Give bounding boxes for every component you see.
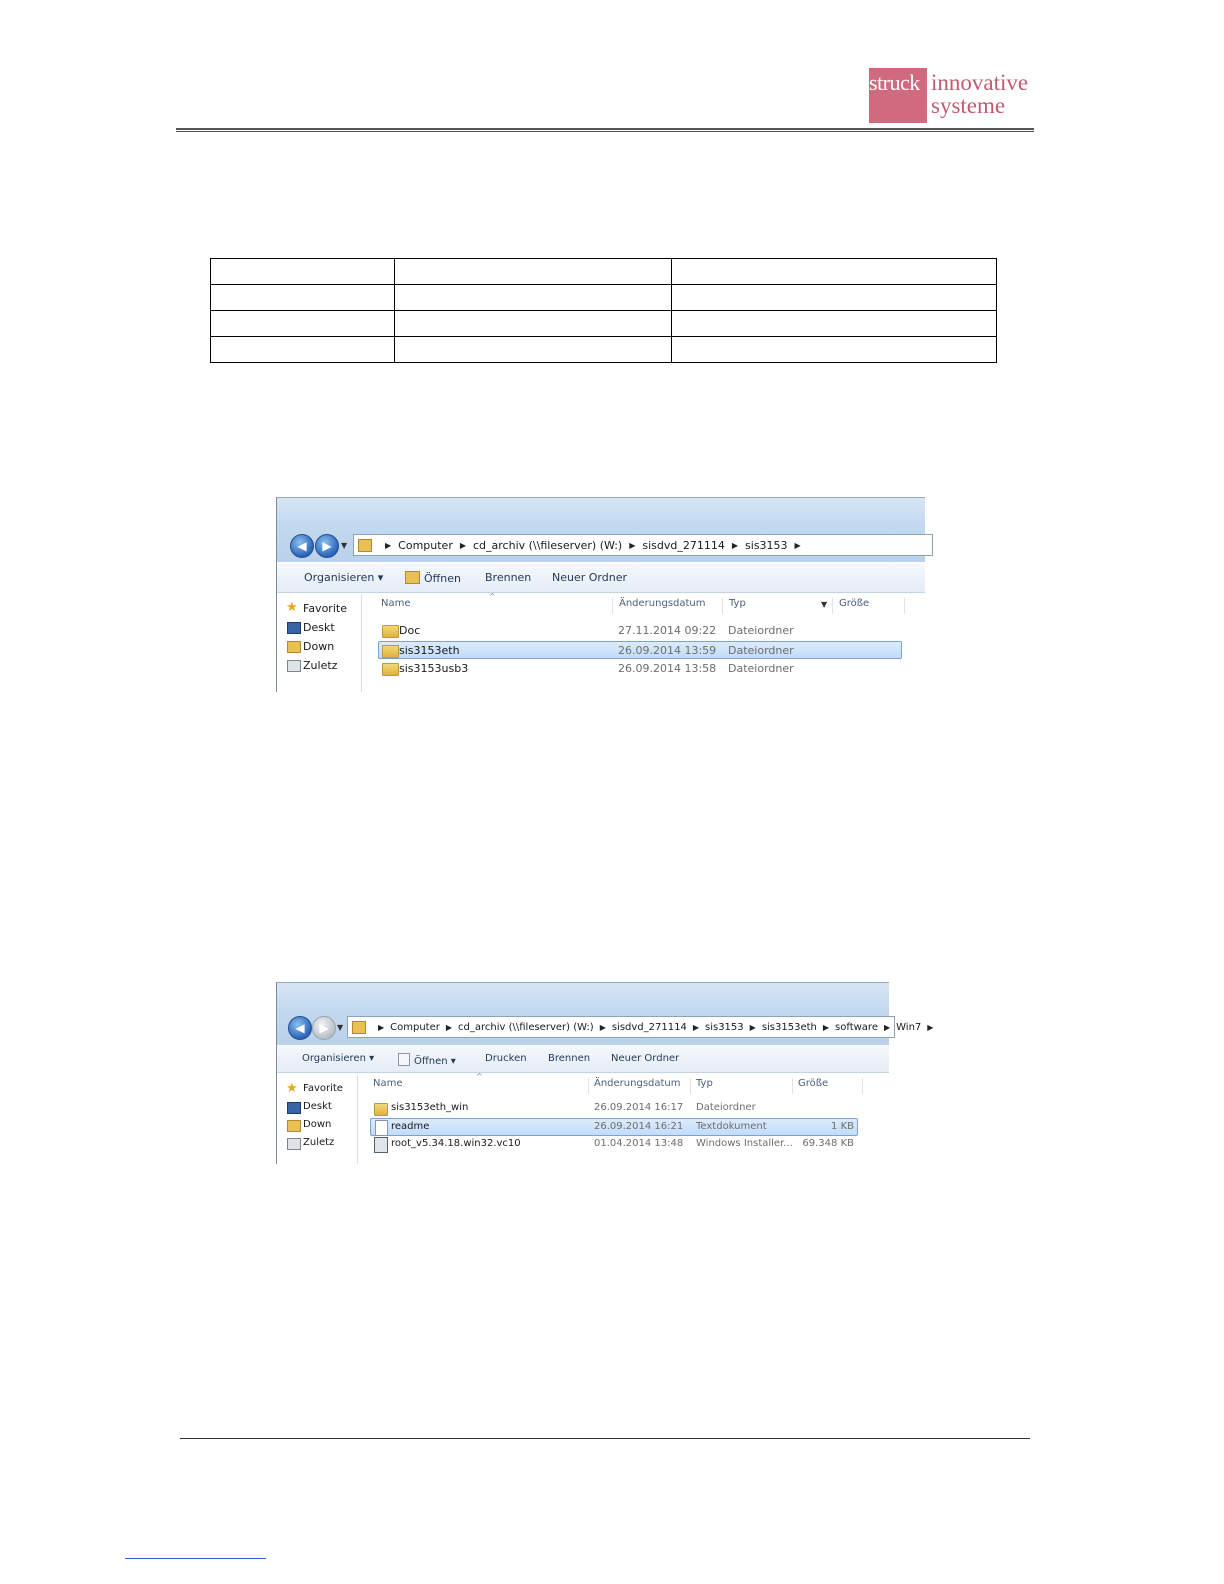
recent-pages-dropdown-icon[interactable]: ▼ — [341, 541, 348, 550]
chevron-right-icon[interactable]: ▶ — [927, 1022, 934, 1032]
command-bar — [277, 1046, 889, 1073]
new-folder-button[interactable]: Neuer Ordner — [552, 571, 627, 584]
text-file-icon — [375, 1120, 388, 1136]
explorer-window-1 — [276, 497, 925, 692]
recent-places-icon — [287, 660, 301, 672]
organize-button[interactable]: Organisieren ▾ — [302, 1053, 375, 1064]
star-icon: ★ — [286, 600, 298, 615]
footer-link-underline[interactable] — [125, 1558, 266, 1559]
chevron-right-icon[interactable]: ▶ — [822, 1022, 830, 1032]
file-row[interactable] — [370, 1100, 858, 1118]
file-type: Dateiordner — [696, 1102, 756, 1113]
nav-downloads-label: Down — [303, 1119, 332, 1130]
column-divider[interactable] — [862, 1078, 863, 1094]
file-date: 27.11.2014 09:22 — [618, 624, 717, 637]
column-header — [359, 1072, 889, 1094]
star-icon: ★ — [286, 1081, 298, 1096]
navigation-pane — [277, 594, 362, 692]
nav-desktop[interactable] — [303, 1101, 332, 1112]
filter-dropdown-icon[interactable]: ▼ — [821, 600, 828, 609]
column-header — [363, 592, 925, 614]
chevron-right-icon[interactable]: ▶ — [749, 1022, 756, 1032]
file-date: 26.09.2014 16:17 — [594, 1102, 684, 1113]
chevron-right-icon[interactable]: ▶ — [459, 540, 466, 550]
chevron-right-icon[interactable]: ▶ — [385, 540, 392, 550]
folder-icon — [382, 663, 399, 676]
command-bar — [277, 564, 925, 593]
file-name: readme — [391, 1121, 430, 1132]
breadcrumb-item[interactable]: sisdvd_271114 — [611, 1021, 687, 1033]
nav-favorites-label: Favorite — [303, 602, 347, 615]
nav-recent-label: Zuletz — [303, 1137, 335, 1148]
print-button[interactable]: Drucken — [485, 1053, 527, 1064]
table-row — [211, 285, 997, 311]
forward-button[interactable]: ▶ — [312, 1016, 336, 1040]
chevron-right-icon[interactable]: ▶ — [445, 1022, 453, 1032]
open-folder-icon — [405, 571, 420, 584]
file-date: 26.09.2014 16:21 — [594, 1121, 684, 1132]
desktop-icon — [287, 1102, 301, 1114]
column-divider[interactable] — [792, 1078, 793, 1094]
file-date: 01.04.2014 13:48 — [594, 1138, 684, 1149]
chevron-right-icon[interactable]: ▶ — [599, 1022, 606, 1032]
file-row-selected[interactable] — [378, 641, 902, 659]
file-type: Dateiordner — [728, 662, 794, 675]
file-type: Windows Installer... — [696, 1138, 793, 1149]
column-type[interactable]: Typ — [696, 1078, 713, 1089]
breadcrumb-item[interactable]: sis3153eth — [761, 1021, 817, 1033]
footer-rule — [180, 1438, 1030, 1439]
column-type[interactable]: Typ — [729, 598, 746, 609]
column-divider[interactable] — [588, 1078, 589, 1094]
open-button-label: Öffnen — [424, 572, 461, 585]
folder-icon — [382, 645, 399, 658]
sort-up-icon: ^ — [476, 1072, 483, 1081]
file-row[interactable] — [378, 660, 902, 678]
table-row — [211, 311, 997, 337]
logo-text-struck: struck — [869, 70, 920, 95]
file-type: Dateiordner — [728, 624, 794, 637]
nav-desktop-label: Deskt — [303, 621, 335, 634]
chevron-right-icon[interactable]: ▶ — [731, 540, 739, 550]
nav-favorites-label: Favorite — [303, 1083, 343, 1094]
installer-icon — [374, 1137, 388, 1153]
column-divider[interactable] — [832, 598, 833, 614]
breadcrumb-item[interactable]: cd_archiv (\\fileserver) (W:) — [458, 1021, 594, 1033]
open-button-label: Öffnen ▾ — [414, 1056, 456, 1067]
downloads-icon — [287, 1120, 301, 1132]
breadcrumb-item[interactable]: Computer — [398, 538, 453, 552]
folder-icon — [358, 539, 372, 552]
nav-favorites[interactable] — [286, 1081, 343, 1096]
chevron-right-icon[interactable]: ▶ — [794, 540, 801, 550]
table-row — [211, 259, 997, 285]
open-button[interactable] — [405, 571, 461, 585]
folder-icon — [382, 625, 399, 638]
nav-recent[interactable] — [303, 1137, 334, 1148]
column-name[interactable]: Name — [381, 598, 411, 609]
breadcrumb-item[interactable]: cd_archiv (\\fileserver) (W:) — [473, 538, 623, 552]
downloads-icon — [287, 641, 301, 653]
file-name: Doc — [399, 624, 421, 637]
nav-recent[interactable] — [303, 659, 337, 672]
column-divider[interactable] — [722, 598, 723, 614]
chevron-right-icon[interactable]: ▶ — [692, 1022, 699, 1032]
sort-up-icon: ^ — [489, 592, 496, 601]
navigation-pane — [277, 1075, 358, 1164]
column-date[interactable]: Änderungsdatum — [619, 598, 706, 609]
nav-desktop[interactable] — [303, 621, 335, 634]
header-rule — [176, 128, 1034, 132]
chevron-right-icon[interactable]: ▶ — [629, 540, 636, 550]
breadcrumb-item[interactable]: Win7 — [896, 1021, 922, 1033]
file-row[interactable] — [370, 1136, 858, 1154]
recent-pages-dropdown-icon[interactable]: ▼ — [337, 1023, 344, 1032]
column-divider[interactable] — [904, 598, 905, 614]
desktop-icon — [287, 622, 301, 634]
file-row[interactable] — [378, 622, 902, 640]
column-divider[interactable] — [612, 598, 613, 614]
file-size: 1 KB — [831, 1121, 854, 1132]
file-name: sis3153eth — [399, 644, 460, 657]
file-date: 26.09.2014 13:59 — [618, 644, 717, 657]
folder-icon — [352, 1021, 366, 1034]
file-name: root_v5.34.18.win32.vc10 — [391, 1138, 521, 1149]
table-row — [211, 337, 997, 363]
file-name: sis3153usb3 — [399, 662, 469, 675]
back-button[interactable]: ◀ — [288, 1016, 312, 1040]
back-button[interactable]: ◀ — [290, 534, 314, 558]
breadcrumb-item[interactable]: sisdvd_271114 — [642, 538, 725, 552]
file-type: Textdokument — [696, 1121, 767, 1132]
column-size[interactable]: Größe — [798, 1078, 829, 1089]
address-bar[interactable] — [353, 534, 933, 556]
burn-button[interactable]: Brennen — [485, 571, 532, 584]
open-document-icon — [398, 1053, 410, 1066]
empty-table — [210, 258, 997, 363]
nav-recent-label: Zuletz — [303, 659, 338, 672]
burn-button[interactable]: Brennen — [548, 1053, 591, 1064]
file-date: 26.09.2014 13:58 — [618, 662, 717, 675]
address-bar[interactable] — [347, 1016, 934, 1038]
recent-places-icon — [287, 1138, 301, 1150]
column-date[interactable]: Änderungsdatum — [594, 1078, 681, 1089]
open-button[interactable] — [398, 1053, 456, 1067]
folder-icon — [374, 1103, 388, 1116]
breadcrumb-item[interactable]: sis3153 — [745, 538, 788, 552]
breadcrumb-item[interactable]: sis3153 — [705, 1021, 744, 1033]
new-folder-button[interactable]: Neuer Ordner — [611, 1053, 680, 1064]
file-name: sis3153eth_win — [391, 1102, 469, 1113]
nav-downloads-label: Down — [303, 640, 335, 653]
column-size[interactable]: Größe — [839, 598, 870, 609]
file-row-selected[interactable] — [370, 1118, 858, 1136]
nav-downloads[interactable] — [303, 640, 334, 653]
nav-favorites[interactable] — [286, 600, 347, 615]
chevron-right-icon[interactable]: ▶ — [378, 1022, 385, 1032]
chevron-right-icon[interactable]: ▶ — [883, 1022, 891, 1032]
logo-text-innovative: innovative — [931, 70, 1029, 95]
organize-button[interactable]: Organisieren ▾ — [304, 571, 384, 584]
column-name[interactable]: Name — [373, 1078, 403, 1089]
logo-text-systeme: systeme — [931, 93, 1006, 118]
breadcrumb-item[interactable]: Computer — [390, 1021, 440, 1033]
nav-downloads[interactable] — [303, 1119, 331, 1130]
file-size: 69.348 KB — [802, 1138, 854, 1149]
explorer-window-2 — [276, 982, 934, 1164]
column-divider[interactable] — [690, 1078, 691, 1094]
forward-button[interactable]: ▶ — [315, 534, 339, 558]
breadcrumb-item[interactable]: software — [835, 1021, 878, 1033]
nav-desktop-label: Deskt — [303, 1101, 332, 1112]
file-type: Dateiordner — [728, 644, 794, 657]
